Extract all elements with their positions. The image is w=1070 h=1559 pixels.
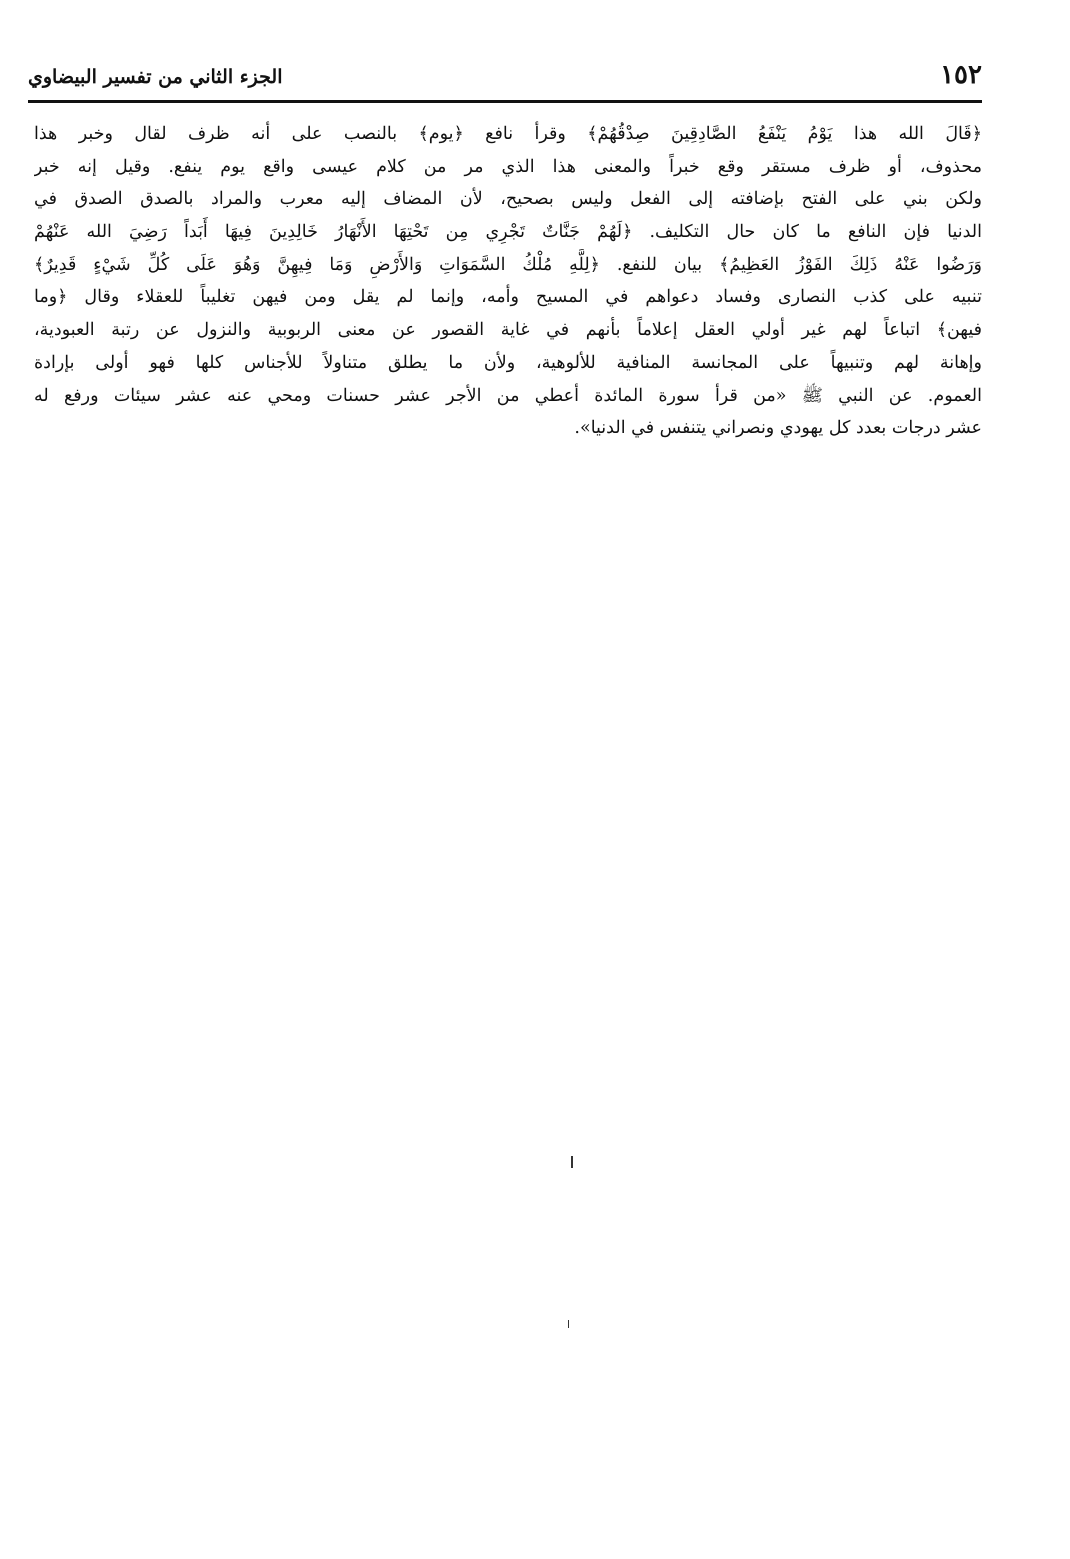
header-rule [28, 100, 982, 103]
scan-speck [568, 1320, 569, 1328]
body-text [34, 118, 982, 445]
text-line: محذوف، أو ظرف مستقر وقع خبراً والمعنى هذا الذي مر من كلام عيسى واقع يوم ينفع. وقيل إنه خبر [34, 156, 982, 177]
text-line: وَرَضُوا عَنْهُ ذَلِكَ الفَوْزُ العَظِيمُ﴾ بيان للنفع. ﴿لِلَّهِ مُلْكُ السَّمَوَاتِ وَالأَرْضِ وَمَا فِيهِنَّ وَهُوَ عَلَى كُلِّ شَيْءٍ قَدِيرٌ﴾ [34, 254, 982, 275]
text-line: ولكن بني على الفتح بإضافته إلى الفعل وليس بصحيح، لأن المضاف إليه معرب والمراد بالصدق الصدق في [34, 189, 982, 210]
page-number: ١٥٢ [940, 60, 982, 90]
page-header [28, 58, 982, 98]
text-line: عشر درجات بعدد كل يهودي ونصراني يتنفس في الدنيا». [574, 418, 982, 439]
text-line: العموم. عن النبي ﷺ «من قرأ سورة المائدة أعطي من الأجر عشر حسنات ومحي عنه عشر سيئات ورفع له [34, 385, 982, 406]
scan-speck [571, 1156, 573, 1168]
text-line: الدنيا فإن النافع ما كان حال التكليف. ﴿لَهُمْ جَنَّاتٌ تَجْرِي مِن تَحْتِهَا الأَنْهَارُ خَالِدِينَ فِيهَا أَبَداً رَضِيَ الله عَنْهُمْ [34, 222, 982, 243]
text-line: تنبيه على كذب النصارى وفساد دعواهم في المسيح وأمه، وإنما لم يقل ومن فيهن تغليباً للعقلاء وقال ﴿وما [34, 287, 982, 308]
text-line: فيهن﴾ اتباعاً لهم غير أولي العقل إعلاماً بأنهم في غاية القصور عن معنى الربوبية والنزول عن رتبة العبودية، [34, 320, 982, 341]
running-title: الجزء الثاني من تفسير البيضاوي [28, 66, 283, 88]
text-line: وإهانة لهم وتنبيهاً على المجانسة المنافية للألوهية، ولأن ما يطلق متناولاً للأجناس كلها فهو أولى بإرادة [34, 352, 982, 373]
text-line: ﴿قَالَ الله هذا يَوْمُ يَنْفَعُ الصَّادِقِينَ صِدْقُهُمْ﴾ وقرأ نافع ﴿يوم﴾ بالنصب على أنه ظرف لقال وخبر هذا [34, 124, 982, 144]
